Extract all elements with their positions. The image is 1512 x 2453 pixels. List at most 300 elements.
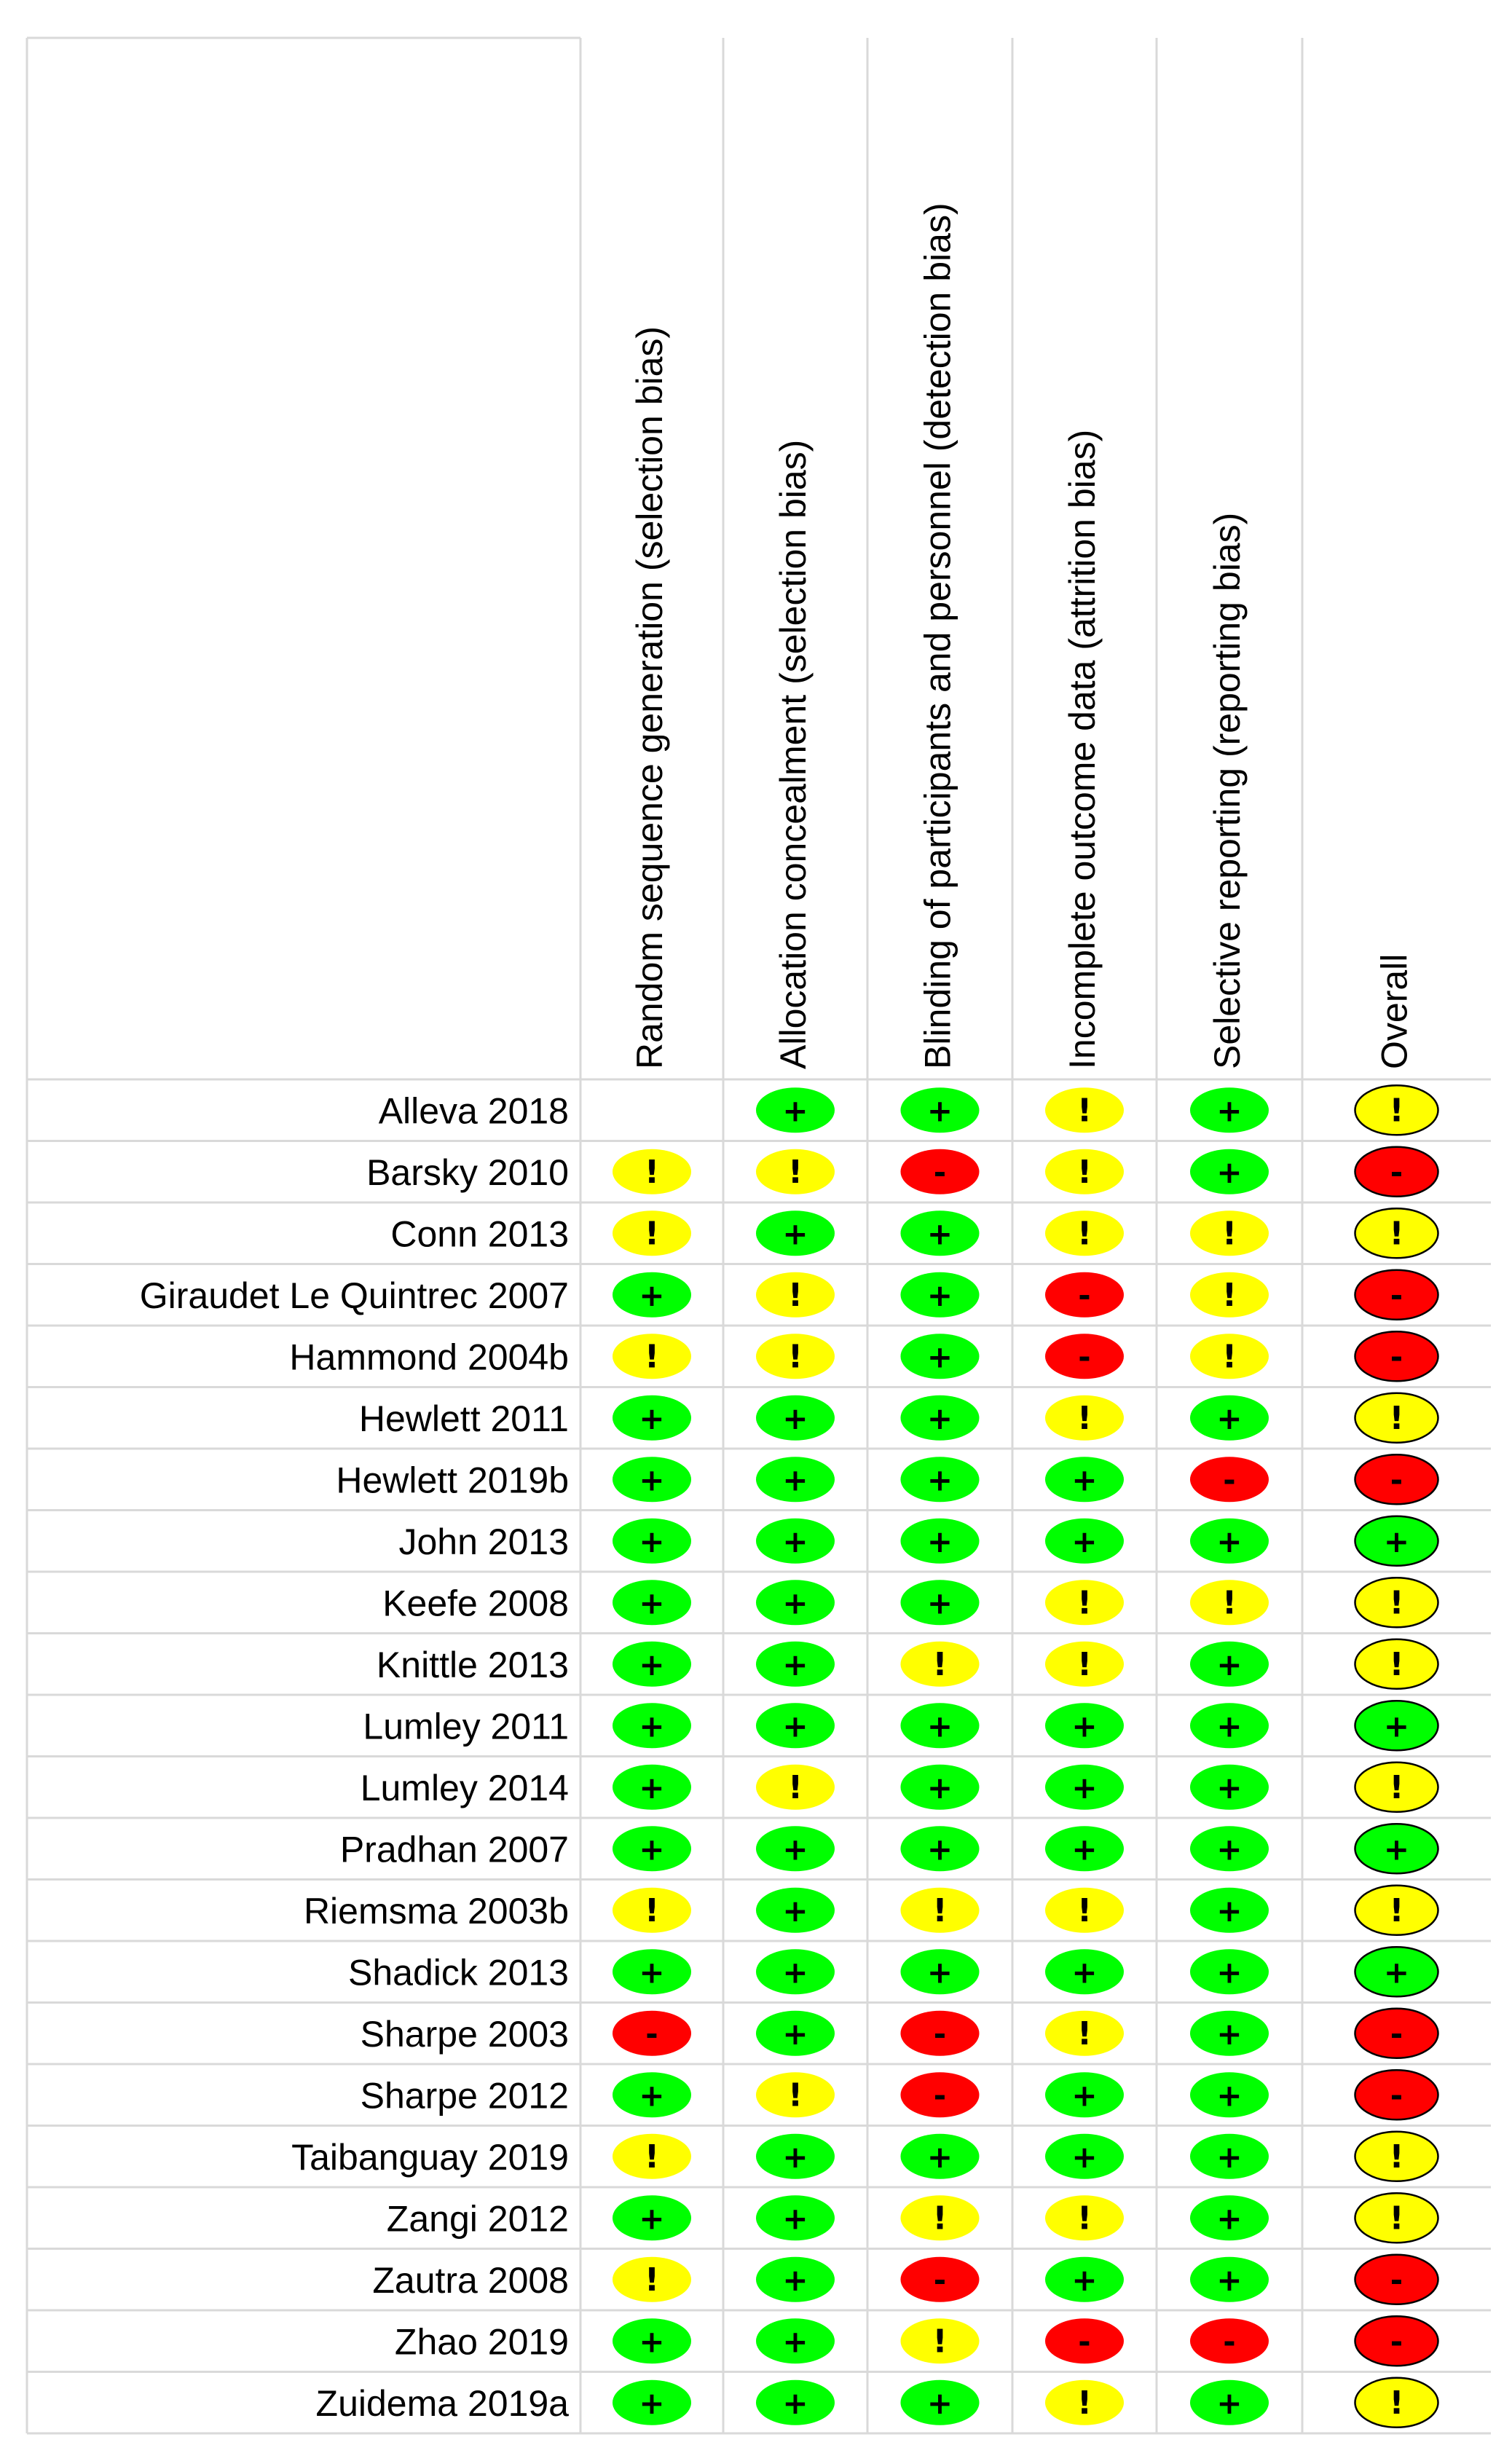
rating-symbol: !	[644, 2261, 660, 2299]
rating-symbol: +	[639, 2200, 665, 2237]
rating-mark-low	[756, 1457, 835, 1502]
rating-mark-low	[1190, 1642, 1269, 1687]
rating-mark-low	[1190, 1519, 1269, 1564]
rating-symbol: +	[782, 2015, 808, 2052]
rating-symbol: +	[639, 1708, 665, 1744]
rating-symbol: +	[639, 2323, 665, 2360]
rating-mark-low	[1190, 2195, 1269, 2240]
rating-mark-low	[756, 1580, 835, 1625]
rating-symbol: !	[932, 2200, 948, 2237]
table-row	[398, 1516, 1438, 1566]
rating-symbol: !	[1389, 1092, 1404, 1130]
table-row	[366, 1147, 1438, 1197]
table-row	[379, 1085, 1438, 1135]
rating-mark-unclear	[1045, 1580, 1124, 1625]
rating-mark-low	[1190, 1765, 1269, 1810]
table-row	[363, 1701, 1438, 1750]
rating-mark-unclear	[613, 2257, 691, 2302]
rating-symbol: +	[1071, 1708, 1098, 1744]
rating-symbol: +	[926, 1954, 953, 1991]
rating-mark-low	[756, 2318, 835, 2363]
rating-mark-low	[1045, 1765, 1124, 1810]
rating-mark-low	[901, 1580, 980, 1625]
rating-mark-unclear	[1355, 2132, 1438, 2181]
rating-mark-high	[1355, 1270, 1438, 1320]
rating-symbol: !	[1389, 1891, 1404, 1929]
study-label: Zautra 2008	[372, 2259, 569, 2301]
rating-mark-low	[901, 1519, 980, 1564]
study-label: Shadick 2013	[347, 1952, 569, 1993]
rating-symbol: +	[926, 1216, 953, 1252]
rating-mark-unclear	[901, 1888, 980, 1933]
rating-mark-unclear	[1190, 1334, 1269, 1379]
study-label: Sharpe 2012	[360, 2075, 569, 2117]
rating-mark-low	[1190, 1149, 1269, 1194]
column-header-2: Blinding of participants and personnel (detection bias)	[917, 202, 958, 1069]
rating-mark-low	[901, 2380, 980, 2425]
rating-mark-unclear	[901, 2318, 980, 2363]
rating-mark-low	[1355, 1824, 1438, 1873]
rating-mark-unclear	[1045, 1087, 1124, 1133]
rating-symbol: +	[782, 2385, 808, 2421]
rating-mark-unclear	[1045, 1210, 1124, 1256]
rating-symbol: !	[1389, 1768, 1404, 1806]
rating-symbol: +	[926, 1831, 953, 1867]
rating-symbol: +	[1071, 2261, 1098, 2298]
rating-mark-low	[901, 1395, 980, 1441]
study-label: Conn 2013	[390, 1213, 569, 1255]
rating-mark-low	[613, 2195, 691, 2240]
rating-symbol: -	[933, 2015, 947, 2052]
rating-symbol: !	[1076, 1645, 1092, 1683]
table-row	[348, 1947, 1438, 1996]
rating-mark-high	[1045, 2318, 1124, 2363]
rating-mark-unclear	[613, 2134, 691, 2179]
rating-mark-unclear	[1355, 1886, 1438, 1935]
rating-symbol: +	[926, 1523, 953, 1559]
table-row	[361, 2070, 1438, 2119]
rating-mark-unclear	[756, 1765, 835, 1810]
rating-mark-high	[1355, 1454, 1438, 1504]
study-label: Knittle 2013	[376, 1644, 569, 1685]
study-label: Riemsma 2003b	[303, 1890, 569, 1932]
table-row	[377, 1639, 1438, 1689]
rating-mark-low	[1355, 1516, 1438, 1566]
rating-mark-high	[1190, 1457, 1269, 1502]
rating-symbol: +	[926, 1708, 953, 1744]
rating-mark-high	[1355, 2070, 1438, 2119]
rating-symbol: !	[644, 1153, 660, 1191]
rating-mark-low	[1045, 2257, 1124, 2302]
rating-symbol: +	[782, 1831, 808, 1867]
table-row	[372, 2255, 1438, 2304]
rating-symbol: +	[1071, 2138, 1098, 2175]
rating-symbol: !	[1389, 2384, 1404, 2422]
rating-symbol: !	[1389, 1399, 1404, 1437]
rating-symbol: !	[1221, 1584, 1237, 1622]
rating-symbol: +	[1216, 2138, 1243, 2175]
study-label: Hewlett 2019b	[336, 1460, 569, 1501]
rating-mark-low	[756, 2195, 835, 2240]
rating-mark-high	[1045, 1272, 1124, 1318]
rating-mark-unclear	[613, 1888, 691, 1933]
rating-mark-unclear	[1190, 1210, 1269, 1256]
rating-symbol: !	[1076, 1399, 1092, 1437]
rating-mark-low	[1355, 1947, 1438, 1996]
rating-symbol: !	[1389, 2200, 1404, 2237]
rating-symbol: +	[1216, 2015, 1243, 2052]
rating-mark-high	[1355, 2255, 1438, 2304]
rating-symbol: !	[932, 2323, 948, 2361]
rating-mark-low	[901, 1210, 980, 1256]
rating-symbol: +	[782, 1585, 808, 1621]
rating-mark-unclear	[901, 1642, 980, 1687]
study-label: Zhao 2019	[394, 2321, 569, 2363]
rating-symbol: +	[639, 1646, 665, 1682]
rating-mark-high	[613, 2011, 691, 2056]
rating-symbol: +	[639, 1277, 665, 1313]
table-row	[291, 2132, 1438, 2181]
rating-symbol: +	[639, 1954, 665, 1991]
rating-mark-low	[756, 1395, 835, 1441]
column-header-1: Allocation concealment (selection bias)	[773, 439, 814, 1069]
rating-mark-high	[901, 2011, 980, 2056]
rating-mark-low	[1190, 2380, 1269, 2425]
column-header-0: Random sequence generation (selection bias)	[629, 326, 670, 1069]
rating-mark-low	[613, 1457, 691, 1502]
table-row	[390, 1208, 1438, 1258]
rating-mark-unclear	[613, 1334, 691, 1379]
rating-symbol: -	[1390, 2077, 1403, 2114]
rating-mark-unclear	[613, 1149, 691, 1194]
rating-mark-low	[613, 1272, 691, 1318]
rating-symbol: +	[926, 1462, 953, 1498]
study-label: Keefe 2008	[382, 1583, 569, 1624]
rating-mark-low	[1190, 2134, 1269, 2179]
rating-symbol: -	[1078, 1339, 1091, 1375]
rating-mark-high	[1190, 2318, 1269, 2363]
rating-mark-low	[756, 1703, 835, 1748]
table-row	[140, 1270, 1438, 1320]
rating-symbol: +	[1216, 2385, 1243, 2421]
rating-symbol: !	[787, 1338, 803, 1376]
rating-mark-low	[756, 1087, 835, 1133]
rating-mark-low	[1190, 1087, 1269, 1133]
rating-mark-high	[1355, 1147, 1438, 1197]
rating-mark-low	[756, 1642, 835, 1687]
rating-mark-low	[901, 1334, 980, 1379]
rating-symbol: +	[1216, 1646, 1243, 1682]
rating-mark-low	[901, 1826, 980, 1871]
rating-symbol: -	[933, 2077, 947, 2114]
rating-mark-unclear	[1355, 2193, 1438, 2243]
rating-mark-high	[1355, 2009, 1438, 2058]
rating-symbol: +	[926, 1339, 953, 1375]
table-row	[382, 1578, 1438, 1627]
rating-symbol: !	[932, 1645, 948, 1683]
rating-mark-low	[756, 2380, 835, 2425]
rating-symbol: +	[639, 2385, 665, 2421]
rating-mark-low	[901, 1765, 980, 1810]
rating-symbol: !	[787, 2076, 803, 2114]
rating-mark-low	[756, 1826, 835, 1871]
rating-mark-unclear	[1355, 1208, 1438, 1258]
rating-symbol: +	[782, 2261, 808, 2298]
column-header-5: Overall	[1374, 953, 1415, 1069]
rating-symbol: +	[782, 1646, 808, 1682]
rating-mark-low	[756, 1519, 835, 1564]
rating-symbol: !	[787, 1153, 803, 1191]
rating-mark-low	[613, 1703, 691, 1748]
rating-symbol: !	[1076, 1891, 1092, 1929]
study-label: Zangi 2012	[386, 2198, 569, 2240]
rating-symbol: +	[782, 1092, 808, 1129]
rating-mark-high	[901, 1149, 980, 1194]
rating-mark-unclear	[1355, 1763, 1438, 1812]
rating-symbol: -	[1223, 2323, 1236, 2360]
rating-symbol: !	[1076, 1092, 1092, 1130]
rating-mark-unclear	[1045, 1395, 1124, 1441]
rating-mark-unclear	[1045, 2380, 1124, 2425]
rating-mark-unclear	[1355, 1578, 1438, 1627]
rating-symbol: !	[1076, 2015, 1092, 2052]
rating-mark-unclear	[756, 2072, 835, 2117]
rating-mark-low	[756, 1949, 835, 1994]
rating-mark-unclear	[1045, 1149, 1124, 1194]
rating-mark-high	[1355, 2316, 1438, 2366]
rating-symbol: +	[1071, 1769, 1098, 1806]
rating-symbol: +	[782, 1523, 808, 1559]
rating-symbol: +	[926, 1092, 953, 1129]
table-row	[340, 1824, 1438, 1873]
rating-symbol: -	[1390, 2323, 1403, 2360]
rating-mark-low	[1045, 1949, 1124, 1994]
rating-symbol: +	[1216, 1769, 1243, 1806]
rating-mark-low	[613, 1580, 691, 1625]
rating-mark-high	[1355, 1331, 1438, 1381]
study-label: Taibanguay 2019	[291, 2136, 569, 2178]
rating-mark-unclear	[1045, 1642, 1124, 1687]
rating-mark-low	[613, 1949, 691, 1994]
rating-symbol: +	[1216, 2261, 1243, 2298]
rating-symbol: -	[1078, 2323, 1091, 2360]
rating-symbol: +	[1383, 1831, 1410, 1867]
rating-symbol: +	[639, 1769, 665, 1806]
column-header-3: Incomplete outcome data (attrition bias)	[1062, 429, 1103, 1069]
rating-mark-unclear	[1190, 1272, 1269, 1318]
rating-symbol: +	[782, 1708, 808, 1744]
rating-symbol: +	[639, 1585, 665, 1621]
column-header-4: Selective reporting (reporting bias)	[1207, 512, 1248, 1069]
rating-symbol: -	[645, 2015, 658, 2052]
rating-mark-high	[1045, 1334, 1124, 1379]
rating-symbol: !	[787, 1768, 803, 1806]
rating-symbol: +	[1216, 2077, 1243, 2114]
rating-symbol: !	[1389, 1215, 1404, 1253]
rating-mark-unclear	[1045, 2195, 1124, 2240]
study-label: Sharpe 2003	[360, 2013, 569, 2055]
rating-mark-low	[613, 1826, 691, 1871]
study-label: Zuidema 2019a	[315, 2382, 569, 2424]
rating-symbol: +	[1216, 1092, 1243, 1129]
table-row	[361, 2009, 1438, 2058]
rating-symbol: -	[1390, 1277, 1403, 1313]
rating-mark-low	[613, 1765, 691, 1810]
rating-symbol: +	[1216, 1400, 1243, 1436]
rating-mark-low	[613, 2380, 691, 2425]
rating-symbol: -	[933, 2261, 947, 2298]
rating-symbol: !	[1076, 2200, 1092, 2237]
rating-mark-low	[901, 1703, 980, 1748]
rating-mark-low	[1045, 1703, 1124, 1748]
rating-mark-unclear	[1355, 1393, 1438, 1443]
rating-symbol: +	[1216, 1708, 1243, 1744]
rating-symbol: !	[1221, 1276, 1237, 1314]
rating-symbol: !	[1389, 1584, 1404, 1622]
rating-mark-low	[901, 1949, 980, 1994]
rating-mark-low	[756, 2011, 835, 2056]
table-row	[359, 1393, 1438, 1443]
rating-symbol: !	[644, 1215, 660, 1253]
table-row	[387, 2193, 1438, 2243]
rating-mark-low	[1045, 2072, 1124, 2117]
rating-symbol: +	[1216, 2200, 1243, 2237]
rating-symbol: +	[782, 1400, 808, 1436]
rating-symbol: +	[1383, 1523, 1410, 1559]
table-row	[361, 1763, 1438, 1812]
rating-symbol: +	[1383, 1954, 1410, 1991]
rating-symbol: +	[639, 2077, 665, 2114]
rating-mark-unclear	[901, 2195, 980, 2240]
rating-mark-low	[756, 2257, 835, 2302]
rating-symbol: +	[926, 2385, 953, 2421]
rating-mark-high	[901, 2072, 980, 2117]
rating-mark-low	[1045, 1457, 1124, 1502]
rating-symbol: !	[1389, 2138, 1404, 2176]
rating-symbol: !	[1076, 1215, 1092, 1253]
rating-symbol: +	[1216, 1831, 1243, 1867]
rating-symbol: !	[644, 2138, 660, 2176]
rating-mark-low	[901, 1457, 980, 1502]
rating-mark-low	[1190, 2072, 1269, 2117]
rating-symbol: +	[639, 1831, 665, 1867]
rating-symbol: +	[782, 2323, 808, 2360]
rating-symbol: +	[782, 2200, 808, 2237]
rating-symbol: +	[1071, 1523, 1098, 1559]
rating-symbol: +	[782, 1892, 808, 1929]
rating-mark-unclear	[1355, 2378, 1438, 2428]
rating-symbol: +	[639, 1400, 665, 1436]
rating-mark-low	[1045, 1826, 1124, 1871]
rating-symbol: +	[1071, 1954, 1098, 1991]
rating-mark-low	[901, 2134, 980, 2179]
table-row	[304, 1886, 1438, 1935]
rating-symbol: !	[1076, 1153, 1092, 1191]
rating-symbol: -	[933, 1154, 947, 1190]
rating-mark-low	[901, 1087, 980, 1133]
rating-symbol: +	[639, 1523, 665, 1559]
rating-mark-low	[1045, 2134, 1124, 2179]
rating-symbol: +	[926, 2138, 953, 2175]
rating-symbol: !	[1389, 1645, 1404, 1683]
rating-symbol: +	[782, 1216, 808, 1252]
rating-mark-unclear	[1045, 1888, 1124, 1933]
rating-symbol: +	[782, 1462, 808, 1498]
rating-mark-low	[1190, 1888, 1269, 1933]
rating-mark-unclear	[1355, 1639, 1438, 1689]
rating-symbol: +	[1216, 1154, 1243, 1190]
rating-mark-low	[901, 1272, 980, 1318]
rating-mark-low	[1190, 2257, 1269, 2302]
study-label: Hammond 2004b	[289, 1336, 569, 1378]
rating-mark-low	[756, 2134, 835, 2179]
rating-mark-unclear	[1355, 1085, 1438, 1135]
table-row	[395, 2316, 1438, 2366]
rating-symbol: -	[1390, 1462, 1403, 1498]
rating-mark-high	[901, 2257, 980, 2302]
table-row	[316, 2378, 1438, 2428]
rating-mark-unclear	[1190, 1580, 1269, 1625]
rating-symbol: -	[1390, 2261, 1403, 2298]
rating-symbol: +	[1071, 2077, 1098, 2114]
rating-mark-low	[613, 1395, 691, 1441]
rating-mark-low	[613, 1519, 691, 1564]
rating-mark-low	[613, 1642, 691, 1687]
rating-symbol: -	[1078, 1277, 1091, 1313]
rating-mark-unclear	[756, 1272, 835, 1318]
rating-symbol: !	[787, 1276, 803, 1314]
rating-symbol: +	[926, 1277, 953, 1313]
rating-symbol: -	[1390, 1154, 1403, 1190]
rating-mark-low	[1190, 1703, 1269, 1748]
rating-symbol: -	[1390, 1339, 1403, 1375]
rating-symbol: +	[1071, 1462, 1098, 1498]
rating-symbol: !	[1221, 1338, 1237, 1376]
rating-symbol: !	[1221, 1215, 1237, 1253]
rating-symbol: +	[1071, 1831, 1098, 1867]
study-label: Hewlett 2011	[358, 1398, 569, 1439]
rating-mark-low	[1190, 1826, 1269, 1871]
rating-symbol: !	[932, 1891, 948, 1929]
study-label: John 2013	[398, 1521, 569, 1562]
study-label: Lumley 2011	[363, 1706, 569, 1747]
rating-mark-low	[1190, 1949, 1269, 1994]
rating-mark-low	[756, 1210, 835, 1256]
rating-mark-low	[1190, 1395, 1269, 1441]
rating-symbol: +	[782, 1954, 808, 1991]
rating-mark-unclear	[1045, 2011, 1124, 2056]
study-label: Giraudet Le Quintrec 2007	[139, 1275, 569, 1316]
rating-mark-unclear	[756, 1334, 835, 1379]
rating-symbol: !	[644, 1891, 660, 1929]
rating-symbol: -	[1390, 2015, 1403, 2052]
rating-symbol: +	[1216, 1954, 1243, 1991]
study-label: Lumley 2014	[360, 1767, 569, 1808]
study-label: Barsky 2010	[366, 1151, 569, 1193]
study-label: Alleva 2018	[378, 1090, 569, 1132]
rating-symbol: !	[1076, 2384, 1092, 2422]
rating-symbol: +	[639, 1462, 665, 1498]
rating-symbol: +	[1216, 1892, 1243, 1929]
rating-symbol: +	[926, 1400, 953, 1436]
rating-symbol: +	[1383, 1708, 1410, 1744]
rating-mark-low	[756, 1888, 835, 1933]
table-row	[336, 1454, 1438, 1504]
rating-mark-unclear	[756, 1149, 835, 1194]
study-label: Pradhan 2007	[339, 1829, 569, 1870]
rating-symbol: +	[926, 1769, 953, 1806]
rating-mark-unclear	[613, 1210, 691, 1256]
